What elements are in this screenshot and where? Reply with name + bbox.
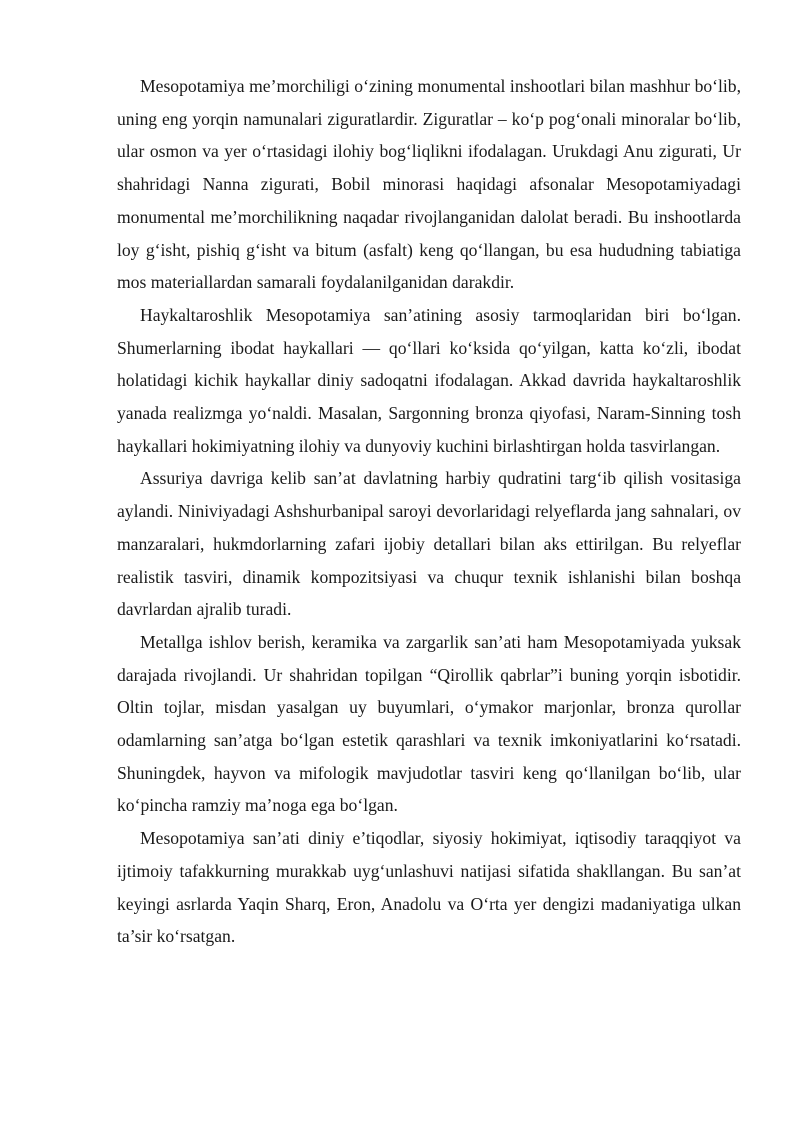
paragraph-sculpture: Haykaltaroshlik Mesopotamiya san’atining asosiy tarmoqlaridan biri bo‘lgan. Shumerlarning ibodat haykallari — qo‘llari ko‘ksida qo‘yilgan, katta ko‘zli, ibodat holatidagi kichik haykallar diniy sadoqatni ifodalagan. Akkad davrida haykaltaroshlik yanada realizmga yo‘naldi. Masalan, Sargonning bronza qiyofasi, Naram-Sinning tosh haykallari hokimiyatning ilohiy va dunyoviy kuchini birlashtirgan holda tasvirlangan.: [117, 304, 741, 456]
paragraph-metalwork: Metallga ishlov berish, keramika va zargarlik san’ati ham Mesopotamiyada yuksak darajada rivojlandi. Ur shahridan topilgan “Qirollik qabrlar”i buning yorqin isbotidir. Oltin tojlar, misdan yasalgan uy buyumlari, o‘ymakor marjonlar, bronza qurollar odamlarning san’atga bo‘lgan estetik qarashlari va texnik imkoniyatlarini ko‘rsatadi. Shuningdek, hayvon va mifologik mavjudotlar tasviri keng qo‘llanilgan bo‘lib, ular ko‘pincha ramziy ma’noga ega bo‘lgan.: [117, 631, 741, 816]
paragraph-ziggurats: Mesopotamiya me’morchiligi o‘zining monumental inshootlari bilan mashhur bo‘lib, uning eng yorqin namunalari ziguratlardir. Ziguratlar – ko‘p pog‘onali minoralar bo‘lib, ular osmon va yer o‘rtasidagi ilohiy bog‘liqlikni ifodalagan. Urukdagi Anu zigurati, Ur shahridagi Nanna zigurati, Bobil minorasi haqidagi afsonalar Mesopotamiyadagi monumental me’morchilikning naqadar rivojlanganidan dalolat beradi. Bu inshootlarda loy g‘isht, pishiq g‘isht va bitum (asfalt) keng qo‘llangan, bu esa hududning tabiatiga mos materiallardan samarali foydalanilganidan darakdir.: [117, 76, 741, 293]
paragraph-assyrian-reliefs: Assuriya davriga kelib san’at davlatning harbiy qudratini targ‘ib qilish vositasiga aylandi. Niniviyadagi Ashshurbanipal saroyi devorlaridagi relyeflarda jang sahnalari, ov manzaralari, hukmdorlarning zafari ijobiy detallari bilan aks ettirilgan. Bu relyeflar realistik tasviri, dinamik kompozitsiyasi va chuqur texnik ishlanishi bilan boshqa davrlardan ajralib turadi.: [117, 468, 741, 620]
paragraph-conclusion: Mesopotamiya san’ati diniy e’tiqodlar, siyosiy hokimiyat, iqtisodiy taraqqiyot va ijtimoiy tafakkurning murakkab uyg‘unlashuvi natijasi sifatida shakllangan. Bu san’at keyingi asrlarda Yaqin Sharq, Eron, Anadolu va O‘rta yer dengizi madaniyatiga ulkan ta’sir ko‘rsatgan.: [117, 828, 741, 947]
document-body: [117, 70, 741, 953]
